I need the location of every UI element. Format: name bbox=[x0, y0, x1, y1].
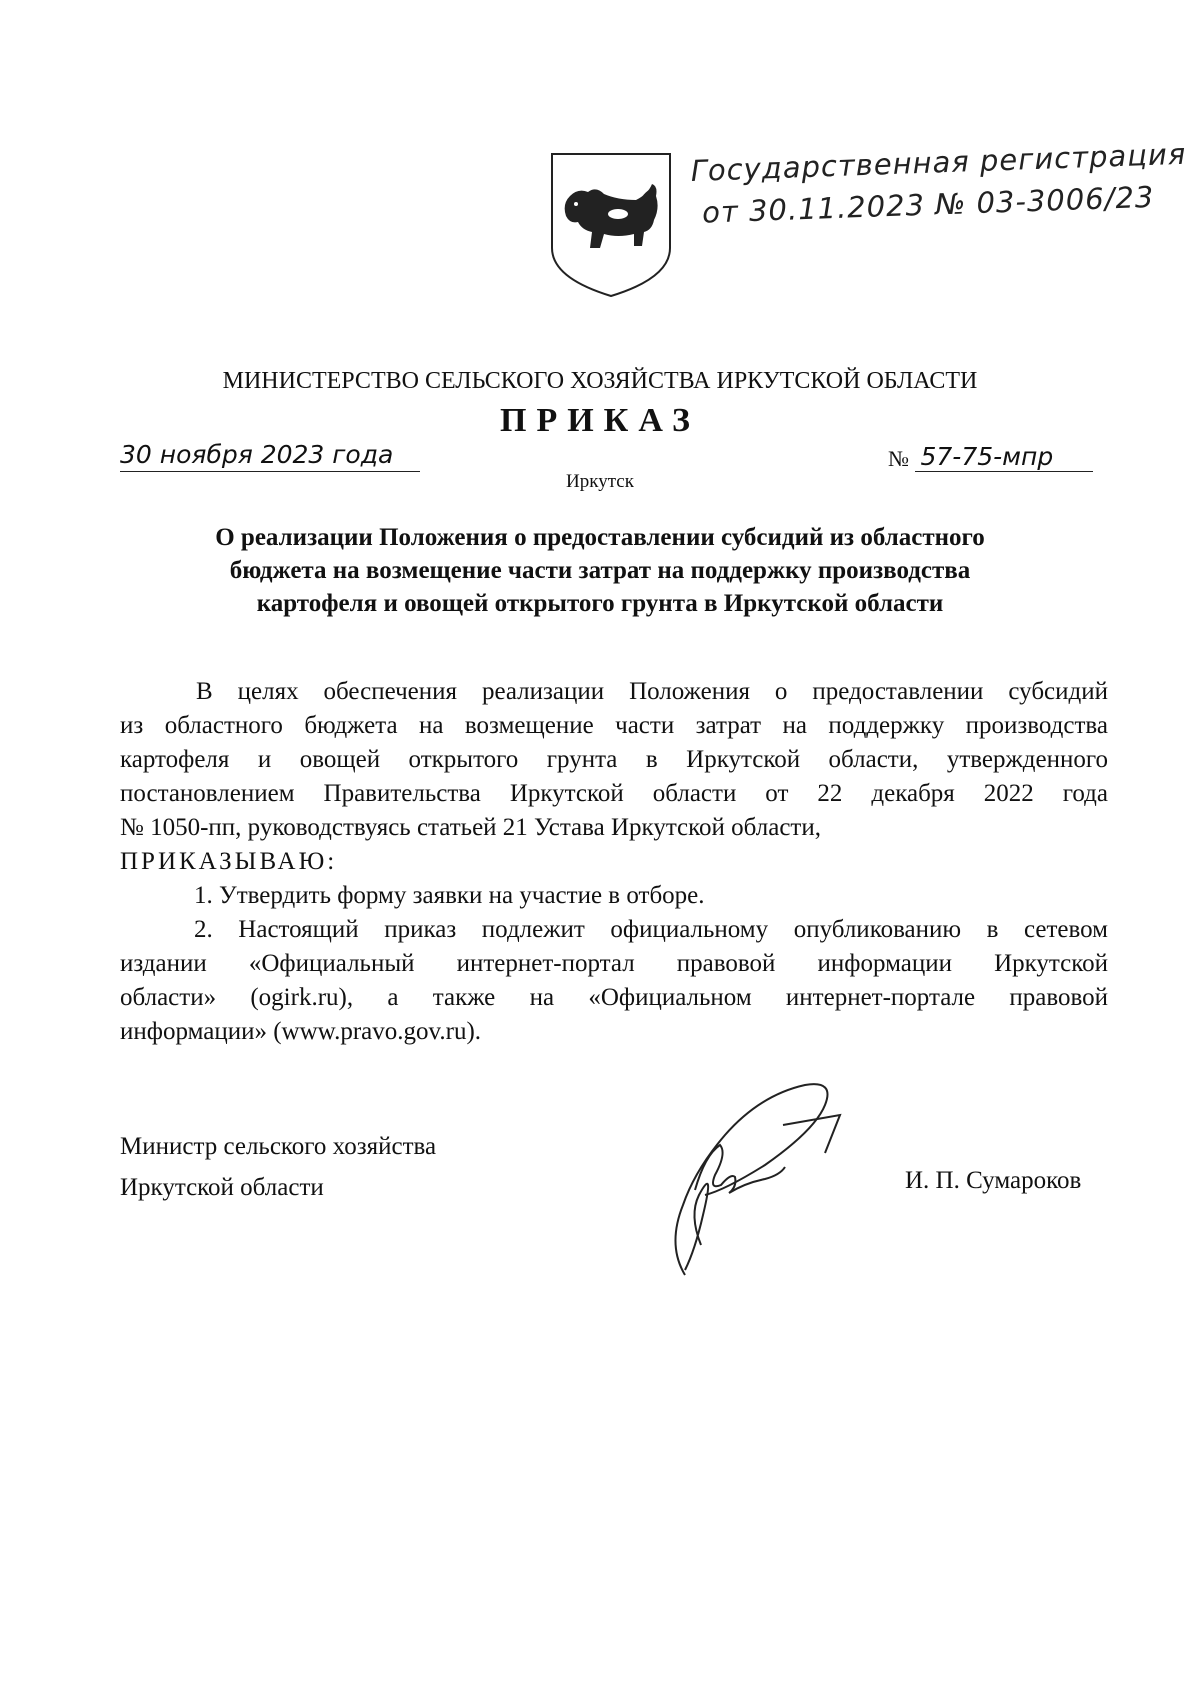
document-body bbox=[120, 675, 1108, 1049]
preamble-line: картофеля и овощей открытого грунта в Иркутской области, утвержденного bbox=[120, 746, 1108, 773]
document-title bbox=[150, 521, 1050, 620]
order-item-2-line: 2. Настоящий приказ подлежит официальному опубликованию в сетевом bbox=[194, 916, 1108, 943]
order-item-2-line: издании «Официальный интернет-портал правовой информации Иркутской bbox=[120, 950, 1108, 977]
order-number-field bbox=[888, 442, 1098, 472]
order-number: 57-75-мпр bbox=[915, 442, 1093, 472]
title-line: О реализации Положения о предоставлении субсидий из областного bbox=[215, 524, 985, 551]
number-sign: № bbox=[888, 446, 909, 471]
order-word: ПРИКАЗЫВАЮ: bbox=[120, 848, 338, 875]
irkutsk-coat-of-arms-emblem bbox=[548, 150, 674, 298]
title-line: бюджета на возмещение части затрат на поддержку производства bbox=[229, 557, 971, 584]
signer-position bbox=[120, 1126, 436, 1208]
order-item-2-line: информации» (www.pravo.gov.ru). bbox=[120, 1018, 482, 1045]
order-date: 30 ноября 2023 года bbox=[120, 440, 420, 472]
order-item-1: 1. Утвердить форму заявки на участие в отборе. bbox=[194, 882, 705, 909]
ministry-name: МИНИСТЕРСТВО СЕЛЬСКОГО ХОЗЯЙСТВА ИРКУТСКОЙ ОБЛАСТИ bbox=[222, 368, 978, 394]
signer-position-line: Министр сельского хозяйства bbox=[120, 1133, 437, 1160]
registration-note bbox=[690, 135, 1187, 234]
registration-note-line: от 30.11.2023 № 03-3006/23 bbox=[701, 179, 1155, 230]
order-item-2-line: области» (ogirk.ru), а также на «Официальном интернет-портале правовой bbox=[120, 984, 1108, 1011]
city: Иркутск bbox=[566, 471, 634, 492]
preamble-line: № 1050-пп, руководствуясь статьей 21 Устава Иркутской области, bbox=[120, 814, 821, 841]
signer-name: И. П. Сумароков bbox=[905, 1167, 1082, 1194]
document-type: ПРИКАЗ bbox=[500, 402, 700, 439]
preamble-line: В целях обеспечения реализации Положения о предоставлении субсидий bbox=[196, 678, 1108, 705]
registration-note-line: Государственная регистрация bbox=[690, 136, 1187, 188]
signer-position-line: Иркутской области bbox=[120, 1174, 324, 1201]
preamble-line: постановлением Правительства Иркутской области от 22 декабря 2022 года bbox=[120, 780, 1108, 807]
title-line: картофеля и овощей открытого грунта в Иркутской области bbox=[256, 590, 944, 617]
preamble-line: из областного бюджета на возмещение части затрат на поддержку производства bbox=[120, 712, 1108, 739]
handwritten-signature-icon bbox=[665, 1075, 875, 1285]
